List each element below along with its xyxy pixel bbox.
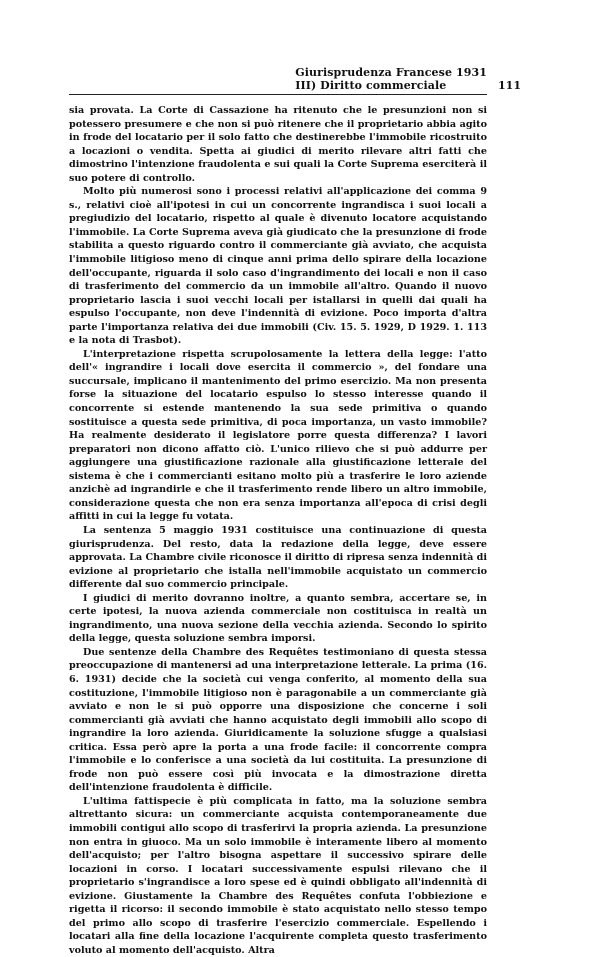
paragraph: L'ultima fattispecie è più complicata in fatto, ma la soluzione sembra altrettanto sicura: un commerciante acquista contemporaneamente due immobili contigui allo scopo di trasferirvi la propria azienda. La presunzione non entra in giuoco. Ma un solo immobile è interamente libero al momento dell'acquisto; per l'altro bisogna aspettare il successivo spirare delle locazioni in corso. I locatari successivamente espulsi rilevano che il proprietario s'ingrandisce a loro spese ed è quindi obbligato all'indennità di evizione. Giustamente la Chambre des Requêtes confuta l'obbiezione e rigetta il ricorso: il secondo immobile è stato acquistato nello stesso tempo del primo allo scopo di trasferire l'esercizio commerciale. Espellendo i locatari alla fine della locazione l'acquirente completa questo trasferimento voluto al momento dell'acquisto. Altra xyxy=(69,795,487,956)
body-text xyxy=(69,104,487,957)
paragraph: La sentenza 5 maggio 1931 costituisce una continuazione di questa giurisprudenza. Del resto, data la redazione della legge, deve essere approvata. La Chambre civile riconosce il diritto di ripresa senza indennità di evizione al proprietario che istalla nell'immobile acquistato un commercio differente dal suo commercio principale. xyxy=(69,524,487,591)
header-rule xyxy=(69,94,487,95)
running-header xyxy=(295,66,521,92)
paragraph: L'interpretazione rispetta scrupolosamente la lettera della legge: l'atto dell'« ingrandire i locali dove esercita il commercio », del fondare una succursale, implicano il mantenimento del primo esercizio. Ma non presenta forse la situazione del locatario espulso lo stesso interesse quando il concorrente si estende mantenendo la sua sede primitiva o quando sostituisce a questa sede primitiva, di poca importanza, un vasto immobile? Ha realmente desiderato il legislatore porre questa differenza? I lavori preparatori non dicono affatto ciò. L'unico rilievo che si può addurre per aggiungere una giustificazione razionale alla giustificazione letterale del sistema è che i commercianti esitano molto più a trasferire le loro aziende anzichè ad ingrandirle e che il trasferimento rende libero un altro immobile, considerazione questa che non era senza importanza all'epoca di crisi degli affitti in cui la legge fu votata. xyxy=(69,348,487,523)
section-title: III) Diritto commerciale xyxy=(295,79,447,92)
paragraph: Molto più numerosi sono i processi relativi all'applicazione dei comma 9 s., relativi cioè all'ipotesi in cui un concorrente ingrandisca i suoi locali a pregiudizio del locatario, rispetto al quale è divenuto locatore acquistando l'immobile. La Corte Suprema aveva già giudicato che la presunzione di frode stabilita a questo riguardo contro il commerciante già avviato, che acquista l'immobile litigioso meno di cinque anni prima dello spirare della locazione dell'occupante, riguarda il solo caso d'ingrandimento dei locali e non il caso di trasferimento del commercio da un immobile all'altro. Quando il nuovo proprietario lascia i suoi vecchi locali per istallarsi in quelli dai quali ha espulso l'occupante, non deve l'indennità di evizione. Poco importa d'altra parte l'importanza relativa dei due immobili (Civ. 15. 5. 1929, D 1929. 1. 113 e la nota di Trasbot). xyxy=(69,186,487,347)
paragraph: Due sentenze della Chambre des Requêtes testimoniano di questa stessa preoccupazione di mantenersi ad una interpretazione letterale. La prima (16. 6. 1931) decide che la società cui venga conferito, al momento della sua costituzione, l'immobile litigioso non è paragonabile a un commerciante già avviato e non le si può opporre una disposizione che concerne i soli commercianti già avviati che hanno acquistato degli immobili allo scopo di ingrandire la loro azienda. Giuridicamente la soluzione sfugge a qualsiasi critica. Essa però apre la porta a una frode facile: il concorrente compra l'immobile e lo conferisce a una società da lui costituita. La presunzione di frode non può essere così più invocata e la dimostrazione diretta dell'intenzione fraudolenta è difficile. xyxy=(69,646,487,794)
paragraph: I giudici di merito dovranno inoltre, a quanto sembra, accertare se, in certe ipotesi, la nuova azienda commerciale non costituisca in realtà un ingrandimento, una nuova sezione della vecchia azienda. Secondo lo spirito della legge, questa soluzione sembra imporsi. xyxy=(69,592,487,645)
paragraph: sia provata. La Corte di Cassazione ha ritenuto che le presunzioni non si potessero presumere e che non si può ritenere che il proprietario abbia agito in frode del locatario per il solo fatto che destinerebbe l'immobile ricostruito a locazioni o vendita. Spetta ai giudici di merito rilevare altri fatti che dimostrino l'intenzione fraudolenta e sui quali la Corte Suprema eserciterà il suo potere di controllo. xyxy=(69,105,487,184)
journal-title: Giurisprudenza Francese 1931 xyxy=(295,66,487,79)
page-number: 111 xyxy=(498,79,521,92)
